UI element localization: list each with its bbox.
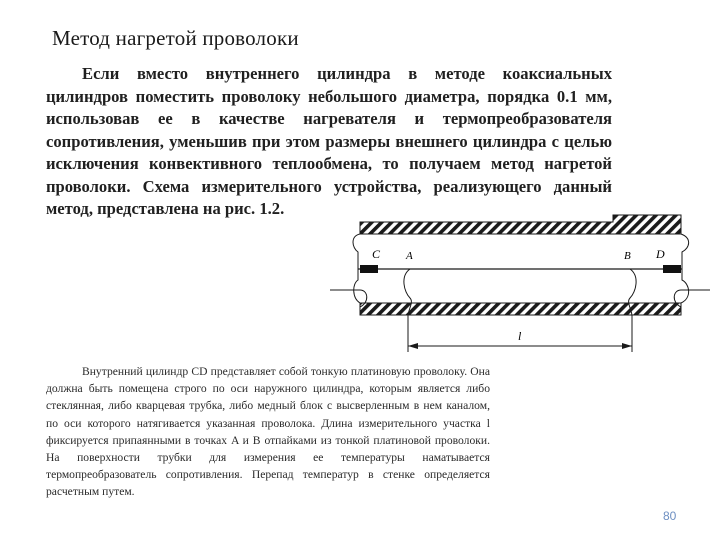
end-block-c — [360, 265, 378, 273]
inner-bore-right-end — [681, 234, 689, 303]
dimension-arrow-left — [408, 343, 418, 349]
label-b: B — [624, 250, 631, 262]
slide-title: Метод нагретой проволоки — [52, 26, 299, 50]
caption-paragraph — [46, 363, 490, 501]
dimension-arrow-right — [622, 343, 632, 349]
outer-tube-top-wall — [360, 215, 681, 234]
label-a: A — [406, 250, 413, 262]
label-c: C — [372, 247, 381, 261]
page-number: 80 — [663, 509, 677, 523]
label-d: D — [656, 247, 665, 261]
main-paragraph-text: Если вместо внутреннего цилиндра в методе коаксиальных цилиндров поместить проволоку небольшого диаметра, порядка 0.1 мм, использовав ее в качестве нагревателя и термопреобразователя сопротивления, уменьшив при этом размеры внешнего цилиндра с целью исключения конвективного теплообмена, то получаем метод нагретой проволоки. Схема измерительного устройства, реализующего данный метод, представлена на рис. 1.2. — [46, 64, 612, 218]
hot-wire-apparatus-diagram — [330, 212, 710, 362]
main-paragraph — [46, 63, 612, 221]
end-block-d — [663, 265, 681, 273]
caption-paragraph-text: Внутренний цилиндр CD представляет собой тонкую платиновую проволоку. Она должна быть помещена строго по оси наружного цилиндра, которым является либо стеклянная, либо кварцевая трубка, либо медный блок с высверленным в нем каналом, по оси которого натягивается указанная проволока. Длина измерительного участка l фиксируется припаянными в точках A и B отпайками из тонкой платиновой проволоки. На поверхности трубки для измерения ее температуры наматывается термопреобразователь сопротивления. Перепад температур в стенке определяется расчетным путем. — [46, 365, 490, 499]
label-length: l — [518, 329, 522, 343]
